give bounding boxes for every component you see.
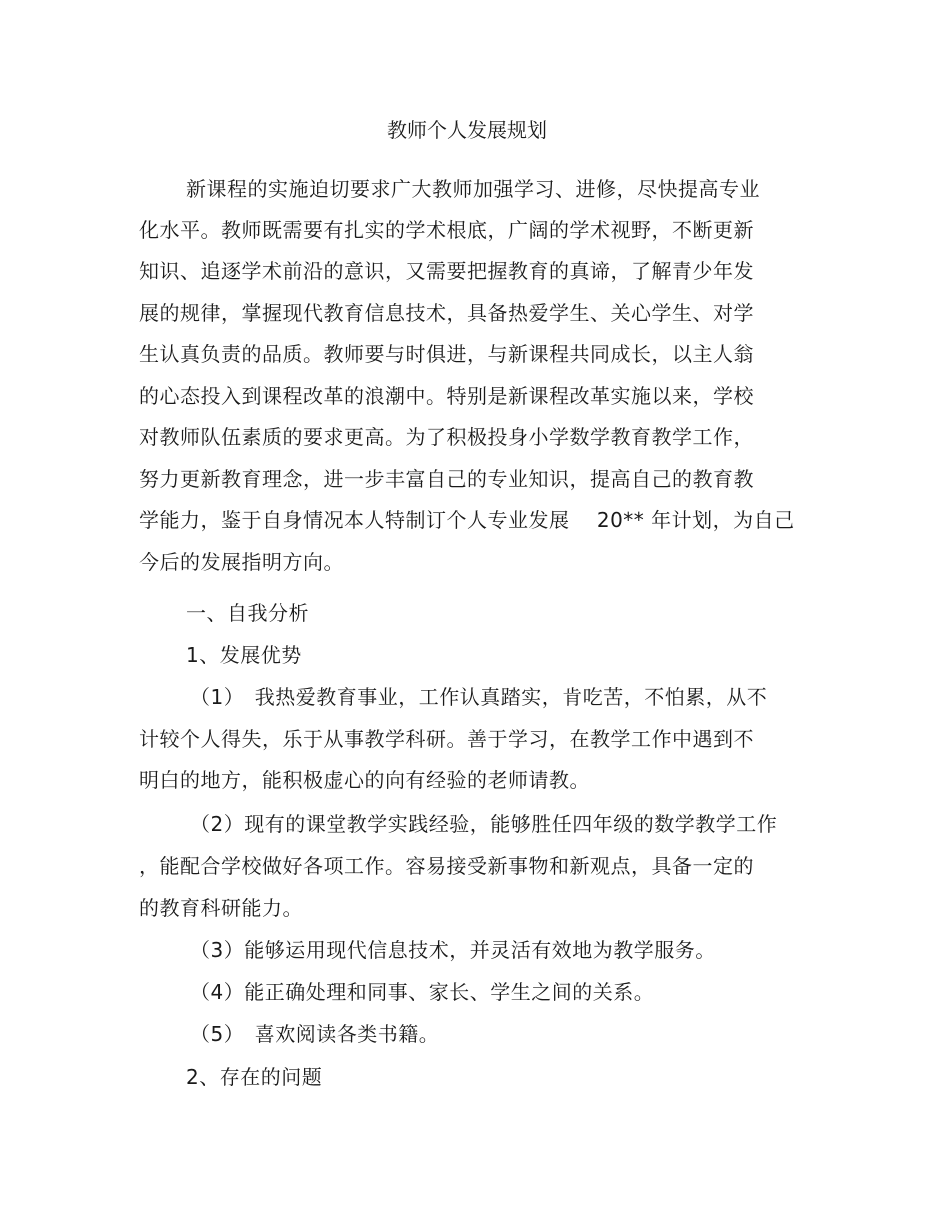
intro-line-1: 新课程的实施迫切要求广大教师加强学习、进修，尽快提高专业 [186, 177, 760, 201]
item-1-line-3: 明白的地方，能积极虚心的向有经验的老师请教。 [139, 768, 590, 792]
item-2-line-2: ，能配合学校做好各项工作。容易接受新事物和新观点，具备一定的 [139, 854, 754, 878]
intro-line-4: 展的规律，掌握现代教育信息技术，具备热爱学生、关心学生、对学 [139, 301, 754, 325]
item-2-line-1: （2）现有的课堂教学实践经验，能够胜任四年级的数学教学工作 [190, 812, 778, 836]
intro-line-7: 对教师队伍素质的要求更高。为了积极投身小学数学教育教学工作， [139, 425, 754, 449]
item-1-line-1: （1） 我热爱教育事业，工作认真踏实，肯吃苦，不怕累，从不 [190, 685, 768, 709]
section-heading: 一、自我分析 [186, 601, 309, 625]
intro-line-10: 今后的发展指明方向。 [139, 550, 344, 574]
intro-line-3: 知识、追逐学术前沿的意识，又需要把握教育的真谛，了解青少年发 [139, 259, 754, 283]
item-2-line-3: 的教育科研能力。 [139, 896, 303, 920]
subsection-heading-problems: 2、存在的问题 [186, 1065, 323, 1089]
intro-line-6: 的心态投入到课程改革的浪潮中。特别是新课程改革实施以来，学校 [139, 384, 754, 408]
intro-line-9: 学能力，鉴于自身情况本人特制订个人专业发展 20** 年计划，为自己 [139, 508, 795, 532]
item-1-line-2: 计较个人得失，乐于从事教学科研。善于学习，在教学工作中遇到不 [139, 727, 754, 751]
intro-line-5: 生认真负责的品质。教师要与时俱进，与新课程共同成长，以主人翁 [139, 342, 754, 366]
item-5: （5） 喜欢阅读各类书籍。 [190, 1022, 440, 1046]
item-3: （3）能够运用现代信息技术，并灵活有效地为教学服务。 [190, 938, 716, 962]
document-title: 教师个人发展规划 [387, 118, 547, 142]
subsection-heading-strengths: 1、发展优势 [186, 643, 302, 667]
item-4: （4）能正确处理和同事、家长、学生之间的关系。 [190, 980, 655, 1004]
intro-line-8: 努力更新教育理念，进一步丰富自己的专业知识，提高自己的教育教 [139, 467, 754, 491]
intro-line-2: 化水平。教师既需要有扎实的学术根底，广阔的学术视野，不断更新 [139, 218, 754, 242]
